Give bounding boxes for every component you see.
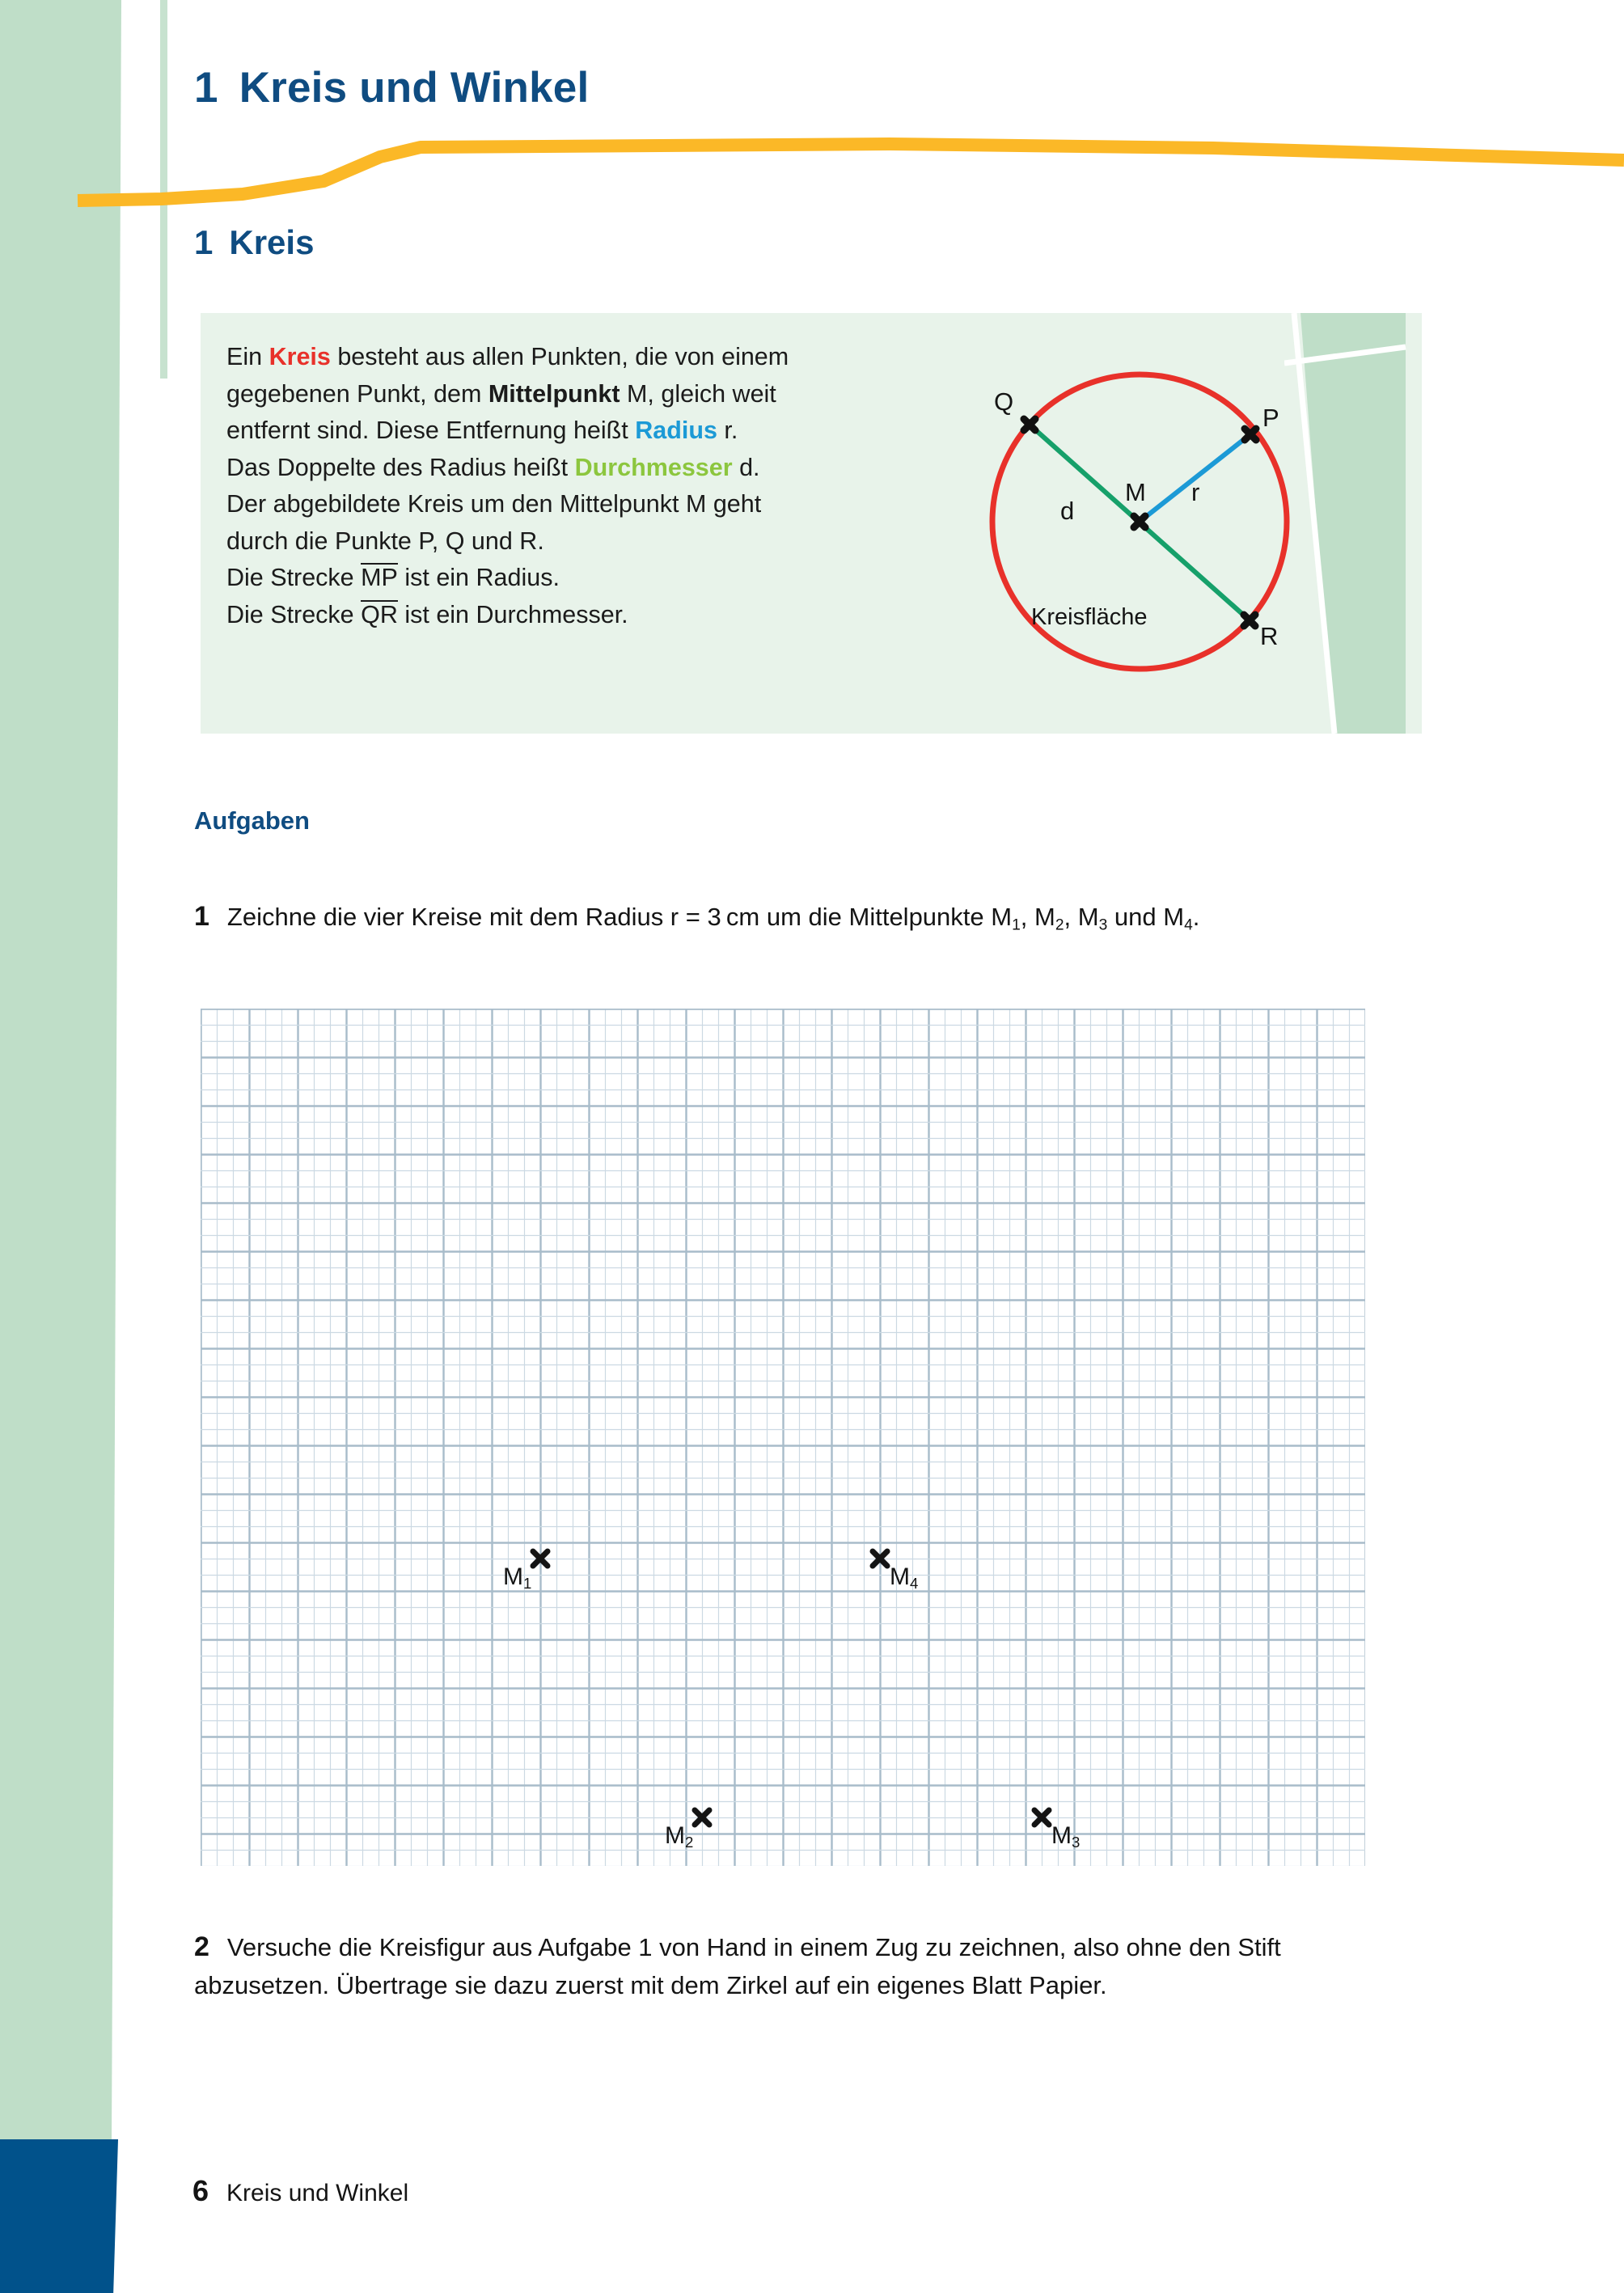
task-2-number: 2 [194, 1931, 209, 1962]
definition-info-box [201, 313, 1422, 734]
point-index: 4 [910, 1575, 919, 1593]
point-letter: M [1051, 1822, 1072, 1849]
definition-line [226, 376, 954, 413]
left-green-band [0, 0, 121, 2139]
text-run: Die Strecke [226, 564, 362, 591]
label-q: Q [994, 387, 1014, 416]
label-r-point: R [1260, 622, 1279, 650]
task-1-text [226, 903, 1200, 934]
page-footer [192, 2174, 408, 2208]
label-m: M [1125, 478, 1146, 506]
point-letter: M [503, 1563, 523, 1590]
text-run: Der abgebildete Kreis um den Mittelpunkt M geht [226, 490, 762, 518]
text-run: Zeichne die vier Kreise mit dem Radius r = 3 cm um die Mittelpunkte M [226, 903, 1013, 931]
keyword-overline: QR [361, 600, 398, 628]
text-run: , M [1020, 903, 1055, 931]
section-title-text: Kreis [229, 223, 315, 261]
text-run: durch die Punkte P, Q und R. [226, 527, 544, 555]
chapter-heading [194, 63, 589, 112]
grid-point-label-m1 [503, 1563, 531, 1593]
grid-point-label-m4 [890, 1563, 918, 1593]
point-index: 3 [1072, 1834, 1081, 1851]
footer-chapter-title: Kreis und Winkel [226, 2180, 409, 2206]
label-p: P [1262, 404, 1279, 432]
text-run: Die Strecke [226, 600, 362, 628]
point-letter: M [890, 1563, 910, 1590]
task-2-text: Versuche die Kreisfigur aus Aufgabe 1 von Hand in einem Zug zu zeichnen, also ohne den Stift abzusetzen. Übertrage sie dazu zuerst mit dem Zirkel auf ein eigenes Blatt Papier. [194, 1933, 1281, 1999]
keyword-mittelpunkt: Mittelpunkt [488, 379, 620, 408]
circle-diagram [941, 321, 1345, 726]
point-index: 1 [523, 1575, 532, 1593]
orange-wave-divider [0, 121, 1624, 218]
page-number: 6 [192, 2174, 209, 2207]
text-run: besteht aus allen Punkten, die von einem [330, 343, 789, 370]
tasks-heading: Aufgaben [194, 806, 310, 835]
grid-canvas [201, 1009, 1365, 1866]
section-accent-rule [160, 217, 167, 379]
subscript: 1 [1012, 916, 1021, 934]
definition-line [226, 560, 954, 597]
subscript: 4 [1184, 916, 1193, 934]
chapter-number: 1 [194, 64, 218, 112]
section-heading [194, 223, 314, 262]
left-blue-block [0, 2139, 118, 2293]
definition-line [226, 450, 954, 487]
text-run: r. [717, 417, 738, 444]
definition-text [226, 339, 954, 633]
chapter-accent-rule [160, 0, 167, 217]
chapter-title-text: Kreis und Winkel [239, 64, 590, 112]
point-letter: M [665, 1822, 685, 1849]
label-r: r [1191, 478, 1200, 506]
keyword-radius: Radius [635, 417, 717, 444]
section-number: 1 [194, 223, 214, 261]
keyword-durchmesser: Durchmesser [574, 453, 733, 481]
exercise-grid[interactable] [201, 1009, 1371, 1866]
text-run: Das Doppelte des Radius heißt [226, 453, 575, 481]
definition-line [226, 523, 954, 561]
label-d: d [1060, 497, 1075, 525]
label-kreisflaeche: Kreisfläche [1031, 604, 1148, 630]
definition-line [226, 597, 954, 634]
text-run: entfernt sind. Diese Entfernung heißt [226, 417, 636, 444]
text-run: ist ein Durchmesser. [397, 600, 628, 628]
subscript: 3 [1098, 916, 1108, 934]
text-run: ist ein Radius. [397, 564, 560, 591]
definition-line [226, 486, 954, 523]
text-run: . [1192, 903, 1200, 931]
keyword-kreis: Kreis [269, 343, 331, 370]
task-2 [194, 1928, 1391, 2004]
subscript: 2 [1055, 916, 1064, 934]
task-1-number: 1 [194, 901, 209, 932]
grid-point-label-m2 [665, 1822, 693, 1851]
text-run: gegebenen Punkt, dem [226, 379, 488, 408]
definition-line [226, 339, 954, 376]
text-run: , M [1064, 903, 1099, 931]
text-run: und M [1107, 903, 1185, 931]
task-1 [194, 898, 1391, 944]
text-run: d. [732, 453, 760, 481]
point-index: 2 [685, 1834, 694, 1851]
definition-line [226, 412, 954, 450]
text-run: M, gleich weit [620, 379, 776, 408]
text-run: Ein [226, 343, 269, 370]
grid-point-label-m3 [1051, 1822, 1080, 1851]
keyword-overline: MP [361, 564, 398, 591]
